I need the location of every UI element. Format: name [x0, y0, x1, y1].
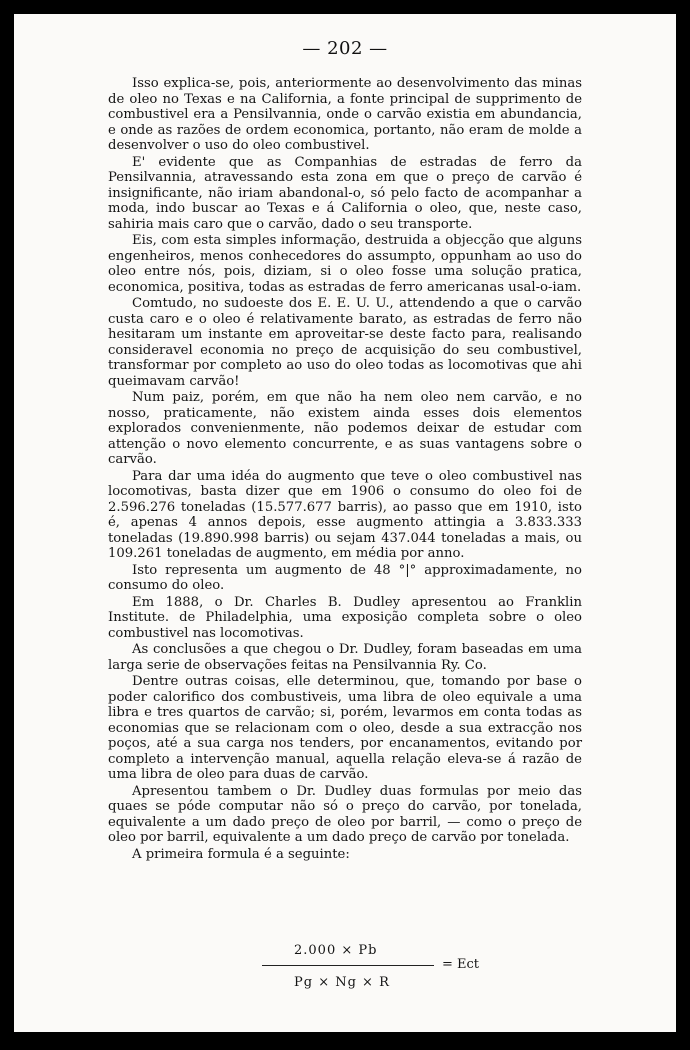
paragraph: A primeira formula é a seguinte: [132, 846, 350, 862]
document-page [14, 14, 676, 1032]
paragraph: Para dar uma idéa do augmento que teve o oleo combustivel nas locomotivas, basta dizer que em 1906 o consumo do oleo foi de 2.596.276 toneladas (15.577.677 barris), ao passo que em 1910, isto é, apenas 4 annos depois, esse augmento attingia a 3.833.333 toneladas (19.890.998 barris) ou sejam 437.044 toneladas a mais, ou 109.261 toneladas de augmento, em média por anno. [108, 468, 582, 561]
paragraph: Isto representa um augmento de 48 °|° approximadamente, no consumo do oleo. [108, 562, 582, 593]
fraction-bar [262, 965, 434, 966]
paragraph: Comtudo, no sudoeste dos E. E. U. U., attendendo a que o carvão custa caro e o oleo é relativamente barato, as estradas de ferro não hesitaram um instante em aproveitar-se deste facto para, realisando consideravel economia no preço de acquisição do seu combustivel, transformar por completo ao uso do oleo todas as locomotivas que ahi queimavam carvão! [108, 296, 582, 389]
formula [254, 939, 504, 999]
body-text [108, 76, 582, 863]
formula-numerator: 2.000 × Pb [294, 943, 378, 958]
paragraph: As conclusões a que chegou o Dr. Dudley, foram baseadas em uma larga serie de observações feitas na Pensilvannia Ry. Co. [108, 642, 582, 673]
paragraph: Dentre outras coisas, elle determinou, que, tomando por base o poder calorifico dos combustiveis, uma libra de oleo equivale a uma libra e tres quartos de carvão; si, porém, levarmos em conta todas as economias que se relacionam com o oleo, desde a sua extracção nos poços, até a sua carga nos tenders, por encanamentos, evitando por completo a intervenção manual, aquella relação eleva-se á razão de uma libra de oleo para duas de carvão. [108, 674, 582, 782]
paragraph: Em 1888, o Dr. Charles B. Dudley apresentou ao Franklin Institute. de Philadelphia, uma exposição completa sobre o oleo combustivel nas locomotivas. [108, 594, 582, 641]
formula-result: = Ect [442, 957, 480, 972]
paragraph: Isso explica-se, pois, anteriormente ao desenvolvimento das minas de oleo no Texas e na California, a fonte principal de supprimento de combustivel era a Pensilvannia, onde o carvão existia em abundancia, e onde as razões de ordem economica, portanto, não eram de molde a desenvolver o uso do oleo combustivel. [108, 76, 582, 153]
paragraph: E' evidente que as Companhias de estradas de ferro da Pensilvannia, atravessando esta zona em que o preço de carvão é insignificante, não iriam abandonal-o, só pelo facto de acompanhar a moda, indo buscar ao Texas e á California o oleo, que, neste caso, sahiria mais caro que o carvão, dado o seu transporte. [108, 154, 582, 232]
paragraph: Apresentou tambem o Dr. Dudley duas formulas por meio das quaes se póde computar não só o preço do carvão, por tonelada, equivalente a um dado preço de oleo por barril, — como o preço de oleo por barril, equivalente a um dado preço de carvão por tonelada. [108, 783, 582, 845]
paragraph: Eis, com esta simples informação, destruida a objecção que alguns engenheiros, menos conhecedores do assumpto, oppunham ao uso do oleo entre nós, pois, diziam, si o oleo fosse uma solução pratica, economica, positiva, todas as estradas de ferro americanas usal-o-iam. [108, 233, 582, 295]
page-number: — 202 — [302, 38, 388, 59]
paragraph: Num paiz, porém, em que não ha nem oleo nem carvão, e no nosso, praticamente, não existem ainda esses dois elementos explorados convenienmente, não podemos deixar de estudar com attenção o novo elemento concurrente, e as suas vantagens sobre o carvão. [108, 390, 582, 467]
formula-denominator: Pg × Ng × R [294, 975, 390, 990]
